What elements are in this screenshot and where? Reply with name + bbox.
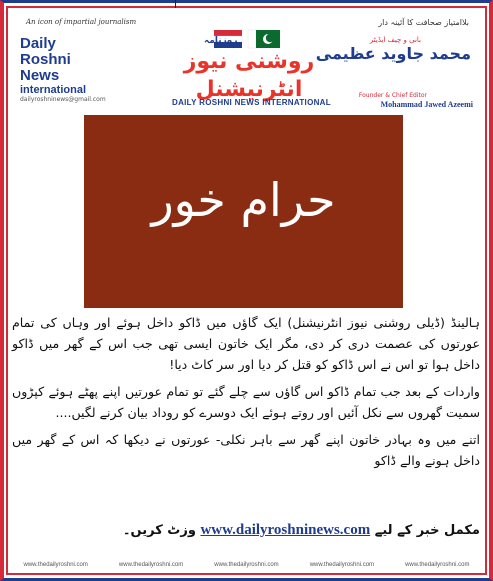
right-tagline: بلاامتیاز صحافت کا آئینہ دار	[378, 18, 469, 27]
footer-link[interactable]: www.thedailyroshni.com	[214, 562, 279, 568]
article-paragraph-2: واردات کے بعد جب تمام ڈاکو اس گاؤں سے چلے گئے تو تمام عورتیں اپنے پھٹے ہوئے کپڑوں سمیت گھروں سے نکل آئیں اور روتے ہوئے ایک دوسرے کو روداد بیان کرنے لگیں....	[12, 384, 480, 420]
footer-link[interactable]: www.thedailyroshni.com	[23, 562, 88, 568]
headline-text: حرام خور	[151, 173, 336, 227]
read-more-prefix: مکمل خبر کے لیے	[374, 523, 480, 538]
headline-banner	[84, 115, 403, 308]
article-paragraph-3: اتنے میں وہ بہادر خاتون اپنے گھر سے باہر نکلی- عورتوں نے دیکھا کہ اس کے گھر میں داخل ہونے والے ڈاکو	[12, 432, 480, 468]
brand-line-1: Daily	[20, 35, 56, 52]
article-body	[12, 312, 480, 477]
footer-link[interactable]: www.thedailyroshni.com	[118, 562, 184, 568]
masthead	[8, 8, 485, 108]
read-more-line	[12, 520, 480, 541]
brand-line-3: international	[20, 84, 87, 96]
footer-link[interactable]: www.thedailyroshni.com	[405, 562, 470, 568]
left-tagline: An icon of impartial journalism	[26, 18, 137, 26]
contact-email: dailyroshninews@gmail.com	[20, 96, 106, 103]
brand-logo	[20, 36, 112, 96]
brand-line-2: Roshni News	[20, 51, 71, 84]
read-more-suffix: وزٹ کریں۔	[122, 523, 196, 538]
editor-name-urdu: محمد جاوید عظیمی	[315, 44, 471, 63]
urdu-small-title: روزنامہ	[204, 36, 238, 46]
english-masthead-title: DAILY ROSHNI NEWS INTERNATIONAL	[172, 98, 331, 107]
website-link[interactable]: www.dailyroshninews.com	[200, 522, 371, 538]
editor-role: Founder & Chief Editor	[358, 92, 427, 99]
center-logo	[174, 26, 324, 102]
urdu-masthead-title: روشنی نیوز انٹرنیشنل	[183, 49, 315, 102]
editor-label: بانی و چیف ایڈیٹر	[369, 36, 421, 44]
article-paragraph-1: ہالینڈ (ڈیلی روشنی نیوز انٹرنیشنل) ایک گاؤں میں ڈاکو داخل ہوئے اور وہاں کی تمام عورتوں کی عصمت دری کر دی، مگر ایک خاتون ایسی تھی جب اس کے گھر میں ڈاکو داخل ہوا تو اس نے اس ڈاکو کو قتل کر دیا اور سر کاٹ دیا!	[12, 315, 480, 372]
editor-name-english: Mohammad Jawed Azeemi	[380, 100, 473, 109]
footer-links	[8, 557, 485, 573]
footer-link[interactable]: www.thedailyroshni.com	[309, 562, 375, 568]
